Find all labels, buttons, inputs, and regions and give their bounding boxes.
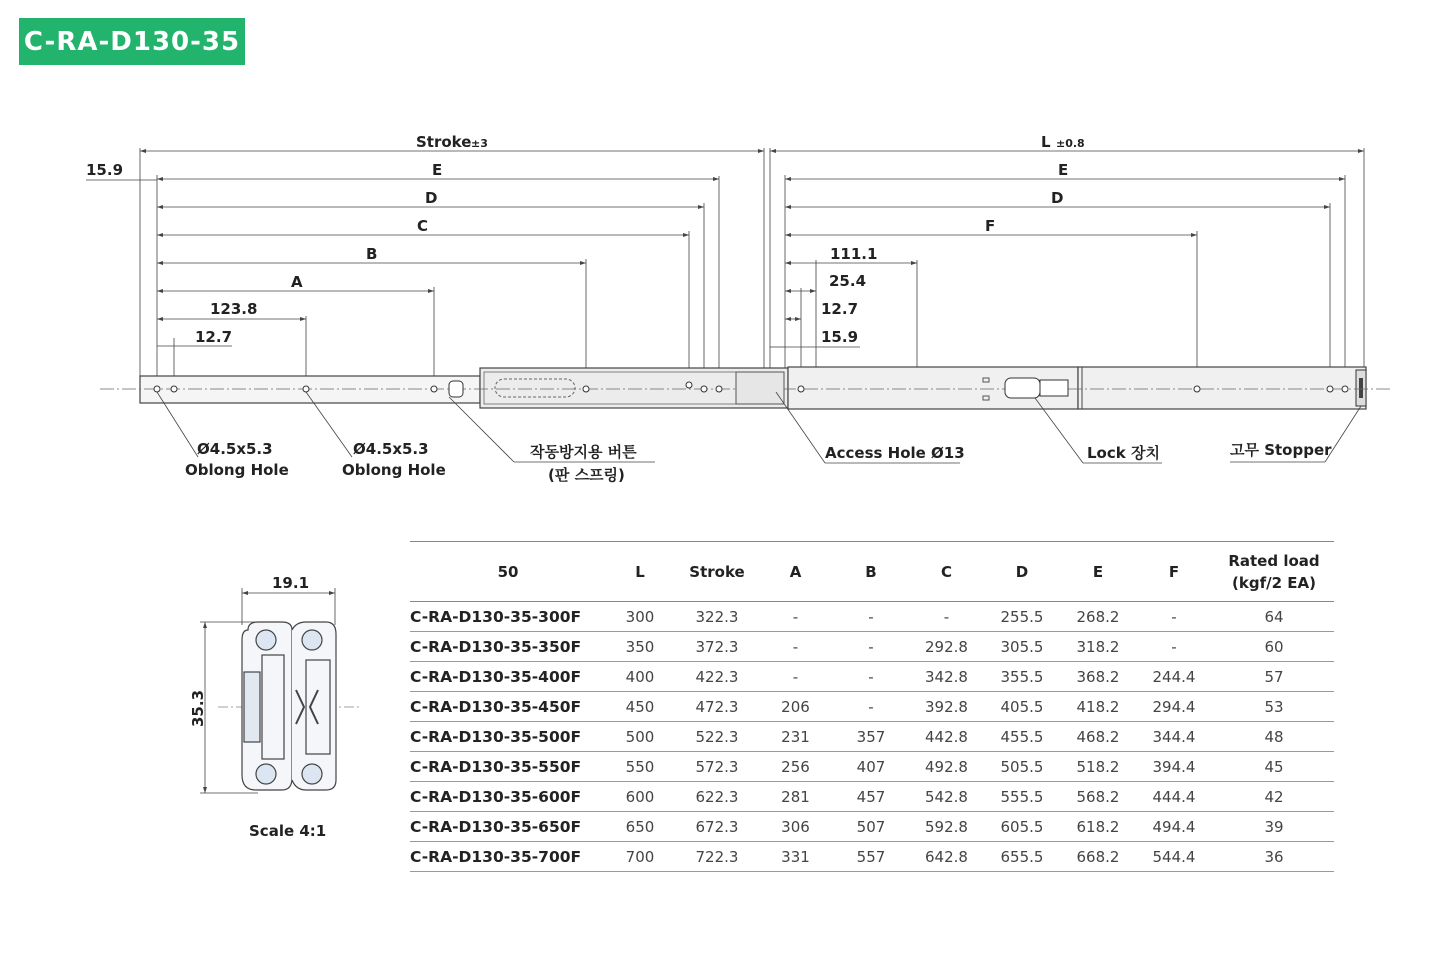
cell-stroke: 422.3 — [674, 662, 760, 692]
cell-b: 507 — [831, 812, 911, 842]
cell-d: 605.5 — [982, 812, 1062, 842]
model-badge: C-RA-D130-35 — [19, 18, 245, 65]
cell-e: 618.2 — [1062, 812, 1134, 842]
cell-l: 550 — [606, 752, 674, 782]
cell-rated-load: 57 — [1214, 662, 1334, 692]
spec-header-row — [410, 542, 1334, 602]
cell-stroke: 372.3 — [674, 632, 760, 662]
cell-c: 392.8 — [911, 692, 982, 722]
dim-111-1: 111.1 — [830, 245, 878, 263]
cell-d: 455.5 — [982, 722, 1062, 752]
cell-b: - — [831, 692, 911, 722]
dim-a-left: A — [291, 273, 303, 291]
access-hole-callout: Access Hole Ø13 — [825, 444, 965, 462]
cell-c: 442.8 — [911, 722, 982, 752]
table-row — [410, 812, 1334, 842]
cell-c: 492.8 — [911, 752, 982, 782]
col-a: A — [760, 542, 831, 602]
cell-model: C-RA-D130-35-650F — [410, 812, 606, 842]
cell-l: 350 — [606, 632, 674, 662]
cell-b: 557 — [831, 842, 911, 872]
length-label: L — [1041, 133, 1051, 151]
dim-25-4: 25.4 — [829, 272, 867, 290]
cell-stroke: 672.3 — [674, 812, 760, 842]
col-e: E — [1062, 542, 1134, 602]
cell-stroke: 522.3 — [674, 722, 760, 752]
hole1-name: Oblong Hole — [185, 461, 289, 479]
dim-12-7-left: 12.7 — [195, 328, 233, 346]
cell-c: - — [911, 602, 982, 632]
cell-e: 368.2 — [1062, 662, 1134, 692]
cell-model: C-RA-D130-35-400F — [410, 662, 606, 692]
cell-b: 407 — [831, 752, 911, 782]
cell-c: 342.8 — [911, 662, 982, 692]
stroke-tolerance: ±3 — [471, 137, 488, 150]
section-height: 35.3 — [189, 689, 207, 727]
dim-15-9-right: 15.9 — [821, 328, 859, 346]
cell-d: 355.5 — [982, 662, 1062, 692]
cell-stroke: 622.3 — [674, 782, 760, 812]
col-l: L — [606, 542, 674, 602]
table-row — [410, 722, 1334, 752]
cell-e: 468.2 — [1062, 722, 1134, 752]
cell-d: 255.5 — [982, 602, 1062, 632]
dim-b-left: B — [366, 245, 378, 263]
cell-l: 600 — [606, 782, 674, 812]
cell-d: 655.5 — [982, 842, 1062, 872]
cell-c: 292.8 — [911, 632, 982, 662]
cell-d: 305.5 — [982, 632, 1062, 662]
cell-model: C-RA-D130-35-300F — [410, 602, 606, 632]
cell-b: - — [831, 632, 911, 662]
cell-b: 457 — [831, 782, 911, 812]
cell-rated-load: 39 — [1214, 812, 1334, 842]
slide-rail — [100, 367, 1390, 409]
hole2-size: Ø4.5x5.3 — [353, 440, 429, 458]
dim-e-right: E — [1058, 161, 1069, 179]
rated-load-label: Rated load — [1228, 551, 1320, 570]
dim-d-right: D — [1051, 189, 1064, 207]
cell-f: 544.4 — [1134, 842, 1214, 872]
cell-rated-load: 60 — [1214, 632, 1334, 662]
cell-f: 294.4 — [1134, 692, 1214, 722]
cell-stroke: 722.3 — [674, 842, 760, 872]
cell-model: C-RA-D130-35-550F — [410, 752, 606, 782]
cell-d: 555.5 — [982, 782, 1062, 812]
cell-a: 306 — [760, 812, 831, 842]
cell-e: 668.2 — [1062, 842, 1134, 872]
col-c: C — [911, 542, 982, 602]
section-width: 19.1 — [272, 574, 310, 592]
cell-model: C-RA-D130-35-350F — [410, 632, 606, 662]
cell-rated-load: 42 — [1214, 782, 1334, 812]
cell-a: - — [760, 662, 831, 692]
length-tolerance: ±0.8 — [1056, 137, 1085, 150]
cell-a: 331 — [760, 842, 831, 872]
hole1-size: Ø4.5x5.3 — [197, 440, 273, 458]
cell-l: 700 — [606, 842, 674, 872]
cell-e: 318.2 — [1062, 632, 1134, 662]
cell-rated-load: 53 — [1214, 692, 1334, 722]
cell-stroke: 472.3 — [674, 692, 760, 722]
stopper-callout: 고무 Stopper — [1230, 441, 1332, 459]
cell-c: 592.8 — [911, 812, 982, 842]
cell-a: 206 — [760, 692, 831, 722]
cell-b: - — [831, 662, 911, 692]
dim-c-left: C — [417, 217, 429, 235]
cell-e: 568.2 — [1062, 782, 1134, 812]
cell-l: 650 — [606, 812, 674, 842]
cell-f: - — [1134, 632, 1214, 662]
cell-stroke: 572.3 — [674, 752, 760, 782]
table-row — [410, 842, 1334, 872]
dim-e-left: E — [432, 161, 443, 179]
cell-model: C-RA-D130-35-500F — [410, 722, 606, 752]
cell-f: 244.4 — [1134, 662, 1214, 692]
cell-l: 400 — [606, 662, 674, 692]
cell-a: 281 — [760, 782, 831, 812]
cell-c: 542.8 — [911, 782, 982, 812]
cell-f: 494.4 — [1134, 812, 1214, 842]
cell-a: - — [760, 602, 831, 632]
cell-e: 418.2 — [1062, 692, 1134, 722]
table-row — [410, 632, 1334, 662]
dim-123-8: 123.8 — [210, 300, 258, 318]
col-d: D — [982, 542, 1062, 602]
cell-b: 357 — [831, 722, 911, 752]
cell-rated-load: 64 — [1214, 602, 1334, 632]
offset-15-9-label: 15.9 — [86, 161, 124, 179]
dim-f-right: F — [985, 217, 996, 235]
table-row — [410, 602, 1334, 632]
cell-f: 444.4 — [1134, 782, 1214, 812]
cell-d: 505.5 — [982, 752, 1062, 782]
section-scale: Scale 4:1 — [249, 822, 327, 840]
cell-model: C-RA-D130-35-600F — [410, 782, 606, 812]
cell-f: - — [1134, 602, 1214, 632]
cell-rated-load: 45 — [1214, 752, 1334, 782]
cell-model: C-RA-D130-35-700F — [410, 842, 606, 872]
table-row — [410, 662, 1334, 692]
table-row — [410, 752, 1334, 782]
lock-callout: Lock 장치 — [1087, 444, 1160, 462]
stroke-label: Stroke — [416, 133, 472, 151]
cell-a: 231 — [760, 722, 831, 752]
cell-rated-load: 36 — [1214, 842, 1334, 872]
col-b: B — [831, 542, 911, 602]
table-row — [410, 692, 1334, 722]
spec-table — [410, 541, 1334, 872]
cell-c: 642.8 — [911, 842, 982, 872]
rated-load-unit: (kgf/2 EA) — [1232, 573, 1316, 592]
col-stroke: Stroke — [674, 542, 760, 602]
col-rated-load — [1214, 542, 1334, 602]
button-callout-sub: (판 스프링) — [548, 466, 625, 484]
cell-e: 268.2 — [1062, 602, 1134, 632]
cell-a: - — [760, 632, 831, 662]
cell-e: 518.2 — [1062, 752, 1134, 782]
hole2-name: Oblong Hole — [342, 461, 446, 479]
cell-b: - — [831, 602, 911, 632]
cell-model: C-RA-D130-35-450F — [410, 692, 606, 722]
cell-d: 405.5 — [982, 692, 1062, 722]
cell-f: 344.4 — [1134, 722, 1214, 752]
cross-section — [200, 588, 360, 793]
cell-l: 450 — [606, 692, 674, 722]
spec-table-body — [410, 602, 1334, 872]
cell-f: 394.4 — [1134, 752, 1214, 782]
cell-l: 300 — [606, 602, 674, 632]
cell-a: 256 — [760, 752, 831, 782]
button-callout: 작동방지용 버튼 — [530, 443, 637, 461]
cell-rated-load: 48 — [1214, 722, 1334, 752]
cell-stroke: 322.3 — [674, 602, 760, 632]
cell-l: 500 — [606, 722, 674, 752]
dim-d-left: D — [425, 189, 438, 207]
col-50: 50 — [410, 542, 606, 602]
col-f: F — [1134, 542, 1214, 602]
table-row — [410, 782, 1334, 812]
dim-12-7-right: 12.7 — [821, 300, 859, 318]
